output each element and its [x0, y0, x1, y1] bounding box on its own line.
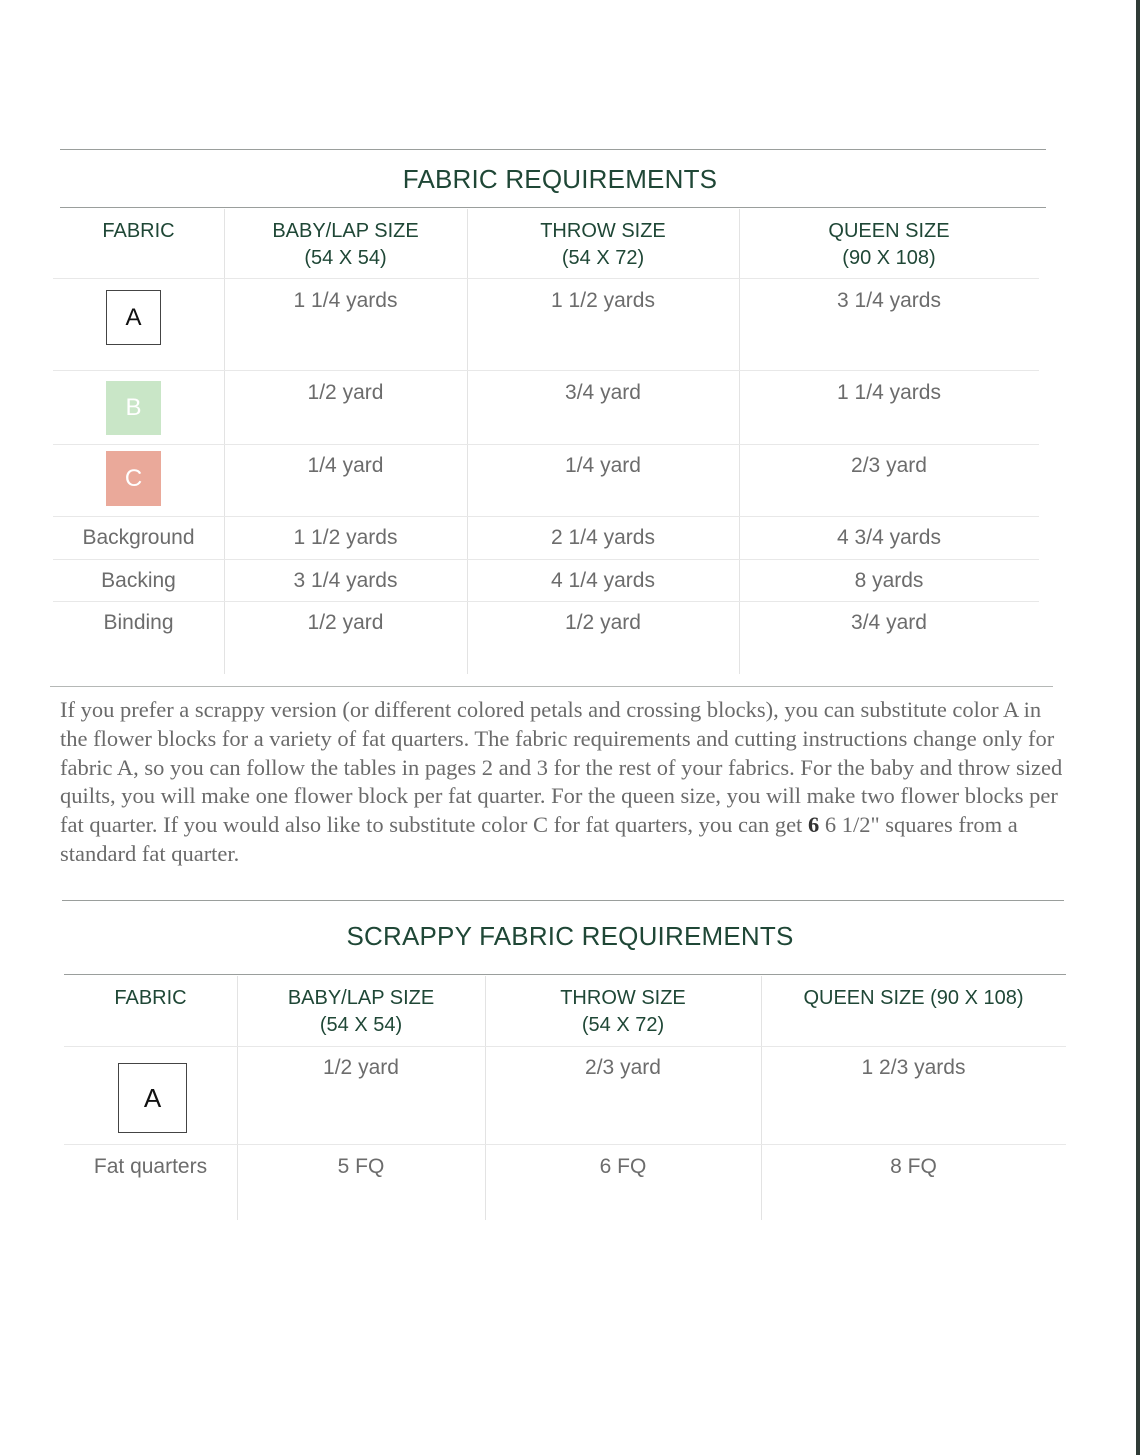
table2-cell-queen: 8 FQ [890, 1155, 937, 1178]
table1-header-throw [467, 218, 739, 272]
row-separator [53, 278, 1039, 279]
table2-cell-queen: 1 2/3 yards [861, 1056, 966, 1079]
fabric-c-swatch: C [106, 451, 161, 506]
table1-cell-throw: 4 1/4 yards [551, 569, 655, 592]
table1-bottom-rule [50, 686, 1053, 687]
row-separator [64, 1144, 1066, 1145]
table2-top-rule [62, 900, 1064, 901]
table2-header-fabric: FABRIC [114, 987, 187, 1009]
header-label: BABY/LAP SIZE [272, 220, 419, 242]
paragraph-bold-number: 6 [807, 812, 820, 838]
header-size: (54 X 72) [561, 247, 645, 269]
header-size: (90 X 108) [842, 247, 936, 269]
paragraph-text-end: 6 1/2" squares from a standard fat quarter. [60, 812, 1018, 866]
table1-cell-queen: 8 yards [854, 569, 924, 592]
header-label: BABY/LAP SIZE [287, 987, 435, 1009]
row-separator [53, 559, 1039, 560]
paragraph-text: If you prefer a scrappy version (or different colored petals and crossing blocks), you can substitute color A in the flower blocks for a variety of fat quarters. The fabric requirements and cutting instructions change only for fabric A, so you can follow the tables in pages 2 and 3 for the rest of your fabrics. For the baby and throw sized quilts, you will make one flower block per fat quarter. For the queen size, you will make two flower blocks per fat quarter. If you would also like to substitute color C for fat quarters, you can get [60, 697, 1063, 838]
table1-cell-fabric: Binding [103, 611, 174, 634]
header-label: QUEEN SIZE [828, 220, 950, 242]
table1-cell-queen: 2/3 yard [851, 454, 927, 477]
table2-cell-baby: 1/2 yard [323, 1056, 399, 1079]
table1-header-queen [739, 218, 1039, 272]
header-size: (54 X 54) [304, 247, 387, 269]
fabric-a-swatch: A [118, 1063, 187, 1133]
table1-header-baby [224, 218, 467, 272]
table1-cell-baby: 1/2 yard [307, 611, 384, 634]
table2-title: SCRAPPY FABRIC REQUIREMENTS [346, 921, 794, 951]
table2-header-queen: QUEEN SIZE (90 X 108) [803, 987, 1024, 1009]
table1-cell-baby: 1 1/2 yards [293, 526, 398, 549]
table2-col-divider [761, 976, 762, 1220]
table2-cell-baby: 5 FQ [337, 1155, 385, 1178]
table1-cell-queen: 1 1/4 yards [837, 381, 941, 404]
page-edge [1136, 0, 1140, 1455]
scrappy-instructions-paragraph [60, 696, 1070, 869]
table1-cell-queen: 3/4 yard [851, 611, 927, 634]
table2-cell-fabric: Fat quarters [93, 1155, 208, 1178]
table2-header-baby [237, 985, 485, 1039]
table1-cell-throw: 2 1/4 yards [551, 526, 655, 549]
table1-cell-throw: 3/4 yard [565, 381, 641, 404]
header-label: THROW SIZE [560, 987, 686, 1009]
row-separator [53, 516, 1039, 517]
row-separator [53, 601, 1039, 602]
table1-cell-throw: 1/2 yard [565, 611, 641, 634]
table2-cell-throw: 6 FQ [599, 1155, 647, 1178]
table2-header-throw [485, 985, 761, 1039]
fabric-b-swatch: B [106, 381, 161, 435]
table1-cell-throw: 1 1/2 yards [551, 289, 655, 312]
header-label: THROW SIZE [540, 220, 666, 242]
table1-cell-baby: 1/4 yard [307, 454, 384, 477]
fabric-a-swatch: A [106, 290, 161, 345]
row-separator [53, 444, 1039, 445]
row-separator [64, 1046, 1066, 1047]
table1-cell-queen: 4 3/4 yards [837, 526, 941, 549]
table1-cell-fabric: Backing [101, 569, 176, 592]
header-size: (54 X 54) [319, 1014, 403, 1036]
table1-cell-throw: 1/4 yard [565, 454, 641, 477]
table1-cell-fabric: Background [82, 526, 195, 549]
table1-title: FABRIC REQUIREMENTS [402, 164, 718, 194]
table1-cell-baby: 3 1/4 yards [293, 569, 398, 592]
header-size: (54 X 72) [581, 1014, 665, 1036]
row-separator [53, 370, 1039, 371]
table1-top-rule [60, 149, 1046, 150]
table1-cell-baby: 1 1/4 yards [293, 289, 398, 312]
table1-cell-baby: 1/2 yard [307, 381, 384, 404]
table1-header-fabric: FABRIC [102, 220, 175, 242]
table2-cell-throw: 2/3 yard [585, 1056, 661, 1079]
table1-header-rule [60, 207, 1046, 208]
table1-cell-queen: 3 1/4 yards [837, 289, 941, 312]
table2-header-rule [64, 974, 1066, 975]
